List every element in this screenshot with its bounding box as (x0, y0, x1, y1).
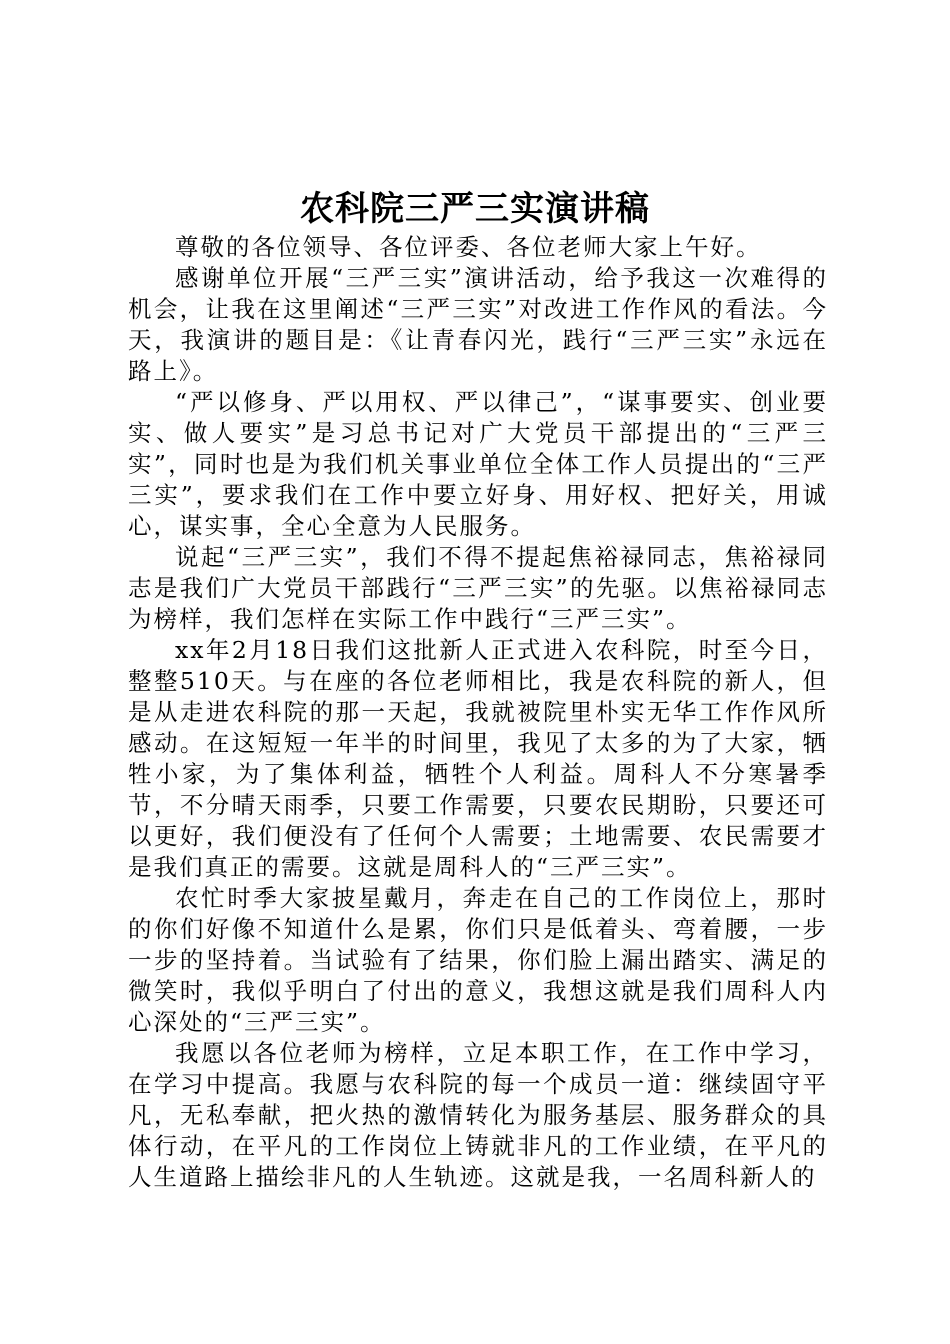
paragraph-resolution: 我愿以各位老师为榜样，立足本职工作，在工作中学习，在学习中提高。我愿与农科院的每一个成员一道：继续固守平凡，无私奉献，把火热的激情转化为服务基层、服务群众的具体行动，在平凡的工作岗位上铸就非凡的工作业绩，在平凡的人生道路上描绘非凡的人生轨迹。这就是我，一名周科新人的 (128, 1039, 828, 1191)
paragraph-definition: “严以修身、严以用权、严以律己”，“谋事要实、创业要实、做人要实”是习总书记对广大党员干部提出的“三严三实”，同时也是为我们机关事业单位全体工作人员提出的“三严三实”，要求我们在工作中要立好身、用好权、把好关，用诚心，谋实事，全心全意为人民服务。 (128, 388, 828, 540)
paragraph-jiao-yulu: 说起“三严三实”，我们不得不提起焦裕禄同志，焦裕禄同志是我们广大党员干部践行“三严三实”的先驱。以焦裕禄同志为榜样，我们怎样在实际工作中践行“三严三实”。 (128, 543, 828, 633)
paragraph-intro: 感谢单位开展“三严三实”演讲活动，给予我这一次难得的机会，让我在这里阐述“三严三实”对改进工作作风的看法。今天，我演讲的题目是：《让青春闪光，践行“三严三实”永远在路上》。 (128, 264, 828, 385)
paragraph-greeting: 尊敬的各位领导、各位评委、各位老师大家上午好。 (175, 233, 762, 261)
document-body (128, 232, 828, 1193)
paragraph-experience: xx年2月18日我们这批新人正式进入农科院，时至今日，整整510天。与在座的各位老师相比，我是农科院的新人，但是从走进农科院的那一天起，我就被院里朴实无华工作作风所感动。在这短短一年半的时间里，我见了太多的为了大家，牺牲小家，为了集体利益，牺牲个人利益。周科人不分寒暑季节，不分晴天雨季，只要工作需要，只要农民期盼，只要还可以更好，我们便没有了任何个人需要；土地需要、农民需要才是我们真正的需要。这就是周科人的“三严三实”。 (128, 636, 828, 881)
paragraph-farming-season: 农忙时季大家披星戴月，奔走在自己的工作岗位上，那时的你们好像不知道什么是累，你们只是低着头、弯着腰，一步一步的坚持着。当试验有了结果，你们脸上漏出踏实、满足的微笑时，我似乎明白了付出的意义，我想这就是我们周科人内心深处的“三严三实”。 (128, 884, 828, 1036)
document-title: 农科院三严三实演讲稿 (300, 189, 650, 229)
